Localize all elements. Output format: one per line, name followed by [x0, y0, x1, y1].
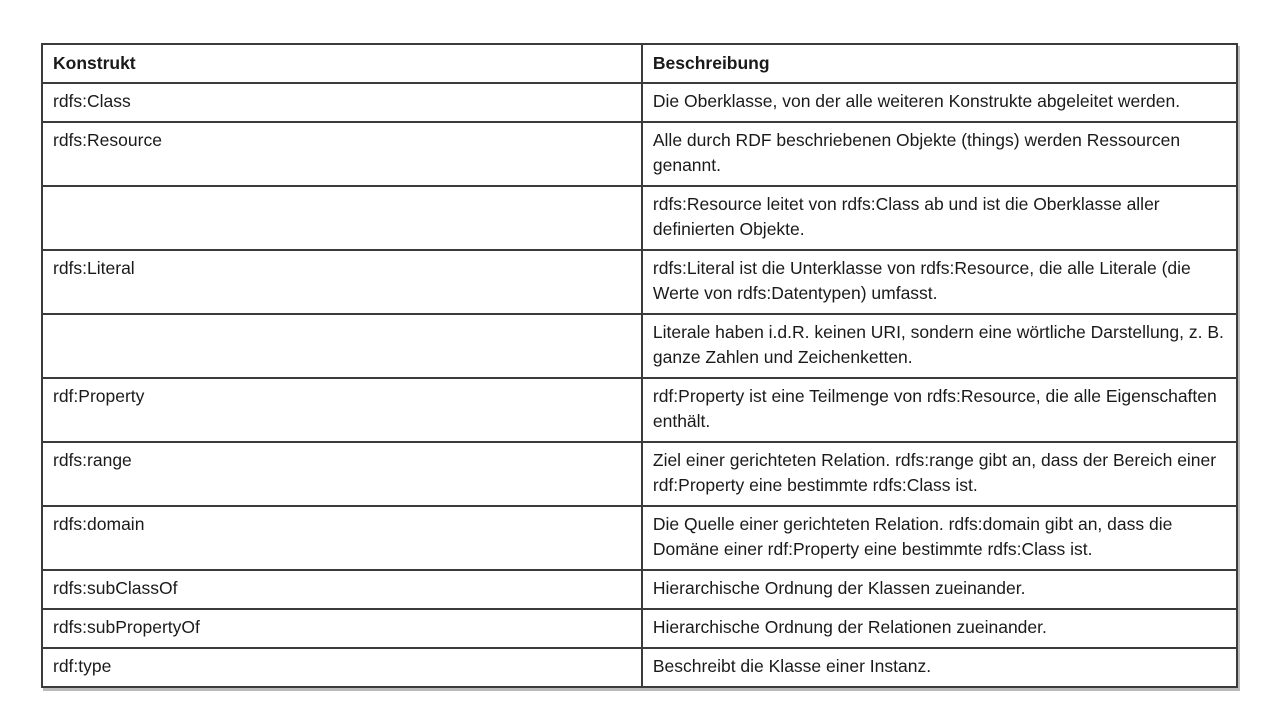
- beschreibung-cell: rdfs:Literal ist die Unterklasse von rdfs:Resource, die alle Literale (die Werte von rdfs:Datentypen) umfasst.: [642, 250, 1237, 314]
- beschreibung-cell: Ziel einer gerichteten Relation. rdfs:range gibt an, dass der Bereich einer rdf:Property eine bestimmte rdfs:Class ist.: [642, 442, 1237, 506]
- beschreibung-cell: Die Oberklasse, von der alle weiteren Konstrukte abgeleitet werden.: [642, 83, 1237, 122]
- column-header-konstrukt: Konstrukt: [42, 44, 642, 83]
- konstrukt-cell: rdfs:subPropertyOf: [42, 609, 642, 648]
- column-header-beschreibung: Beschreibung: [642, 44, 1237, 83]
- rdfs-constructs-table-container: [41, 43, 1238, 688]
- table-body: [42, 83, 1237, 687]
- konstrukt-cell: rdf:type: [42, 648, 642, 687]
- beschreibung-cell: Literale haben i.d.R. keinen URI, sondern eine wörtliche Darstellung, z. B. ganze Zahlen und Zeichenketten.: [642, 314, 1237, 378]
- konstrukt-cell: rdfs:domain: [42, 506, 642, 570]
- konstrukt-cell: rdfs:Resource: [42, 122, 642, 186]
- beschreibung-cell: Die Quelle einer gerichteten Relation. rdfs:domain gibt an, dass die Domäne einer rdf:Property eine bestimmte rdfs:Class ist.: [642, 506, 1237, 570]
- konstrukt-cell: rdfs:Class: [42, 83, 642, 122]
- table-row: [42, 570, 1237, 609]
- beschreibung-cell: rdf:Property ist eine Teilmenge von rdfs:Resource, die alle Eigenschaften enthält.: [642, 378, 1237, 442]
- table-row: [42, 506, 1237, 570]
- table-row: [42, 250, 1237, 314]
- beschreibung-cell: Alle durch RDF beschriebenen Objekte (things) werden Ressourcen genannt.: [642, 122, 1237, 186]
- header-row: [42, 44, 1237, 83]
- konstrukt-cell: rdf:Property: [42, 378, 642, 442]
- table-row: [42, 378, 1237, 442]
- konstrukt-cell: rdfs:subClassOf: [42, 570, 642, 609]
- table-row: [42, 609, 1237, 648]
- beschreibung-cell: Beschreibt die Klasse einer Instanz.: [642, 648, 1237, 687]
- konstrukt-cell: rdfs:range: [42, 442, 642, 506]
- rdfs-constructs-table: [41, 43, 1238, 688]
- table-row: [42, 648, 1237, 687]
- konstrukt-cell: rdfs:Literal: [42, 250, 642, 314]
- table-row: [42, 314, 1237, 378]
- beschreibung-cell: Hierarchische Ordnung der Relationen zueinander.: [642, 609, 1237, 648]
- konstrukt-cell: [42, 186, 642, 250]
- table-row: [42, 83, 1237, 122]
- konstrukt-cell: [42, 314, 642, 378]
- table-row: [42, 442, 1237, 506]
- beschreibung-cell: Hierarchische Ordnung der Klassen zueinander.: [642, 570, 1237, 609]
- table-row: [42, 122, 1237, 186]
- table-row: [42, 186, 1237, 250]
- beschreibung-cell: rdfs:Resource leitet von rdfs:Class ab und ist die Oberklasse aller definierten Objekte.: [642, 186, 1237, 250]
